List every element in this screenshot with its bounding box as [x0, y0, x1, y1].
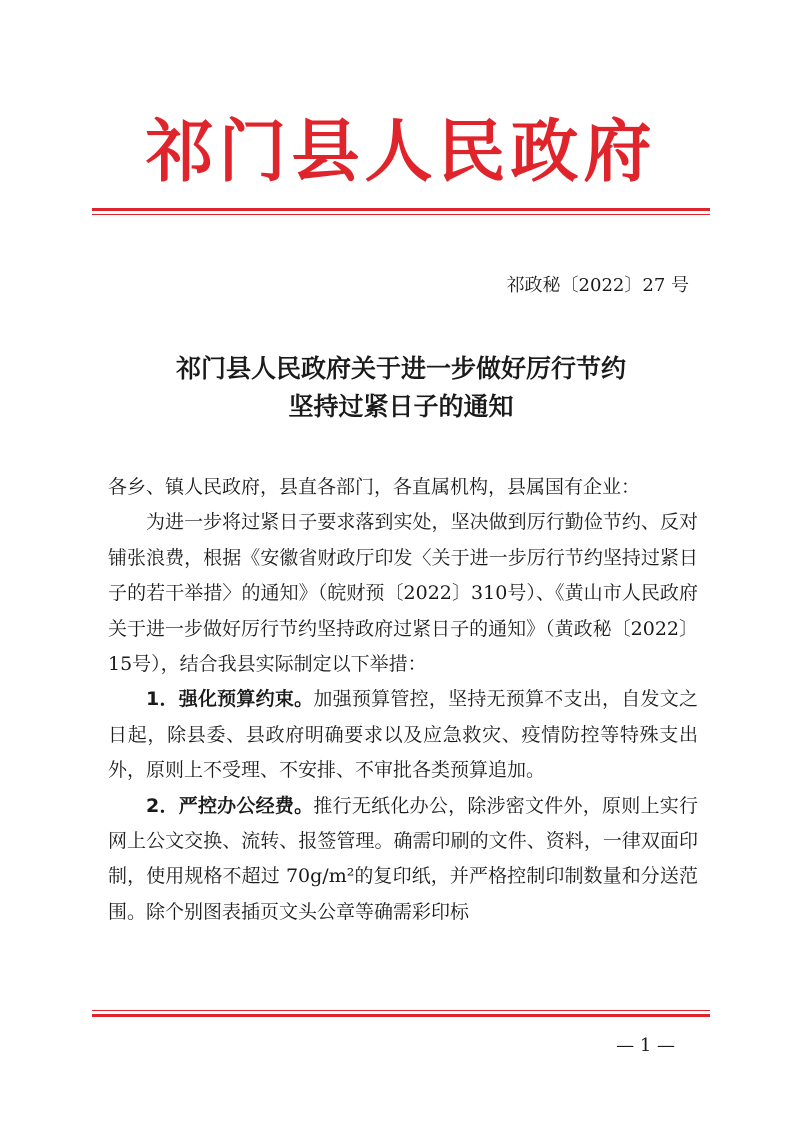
document-number: 祁政秘〔2022〕27 号 [506, 275, 689, 296]
item-number: 2． [146, 794, 179, 817]
item-paragraph-2 [108, 789, 698, 931]
document-body [108, 470, 698, 930]
footer-divider [92, 1010, 710, 1011]
title-line-1: 祁门县人民政府关于进一步做好厉行节约 [175, 354, 626, 383]
item-heading: 强化预算约束。 [178, 688, 314, 711]
masthead-title: 祁门县人民政府 [145, 112, 657, 192]
item-text: 推行无纸化办公，除涉密文件外，原则上实行网上公文交换、流转、报签管理。确需印刷的文件、资料，一律双面印制，使用规格不超过 70g/m²的复印纸，并严格控制印制数量和分送范围。除个别图表插页文头公章等确需彩印标 [108, 794, 698, 923]
addressee: 各乡、镇人民政府，县直各部门，各直属机构，县属国有企业： [108, 476, 641, 498]
item-text: 加强预算管控，坚持无预算不支出，自发文之日起，除县委、县政府明确要求以及应急救灾、疫情防控等特殊支出外，原则上不受理、不安排、不审批各类预算追加。 [108, 688, 698, 782]
title-line-2: 坚持过紧日子的通知 [288, 392, 514, 421]
item-heading: 严控办公经费。 [178, 794, 314, 817]
item-number: 1． [146, 688, 179, 711]
item-paragraph-1 [108, 682, 698, 788]
document-title [92, 350, 710, 426]
masthead-divider [92, 208, 710, 211]
page-number: — 1 — [616, 1035, 675, 1056]
intro-paragraph: 为进一步将过紧日子要求落到实处，坚决做到厉行勤俭节约、反对铺张浪费，根据《安徽省财政厅印发〈关于进一步厉行节约坚持过紧日子的若干举措〉的通知》（皖财预〔2022〕310号）、《黄山市人民政府关于进一步做好厉行节约坚持政府过紧日子的通知》（黄政秘〔2022〕15号），结合我县实际制定以下举措： [108, 511, 698, 676]
